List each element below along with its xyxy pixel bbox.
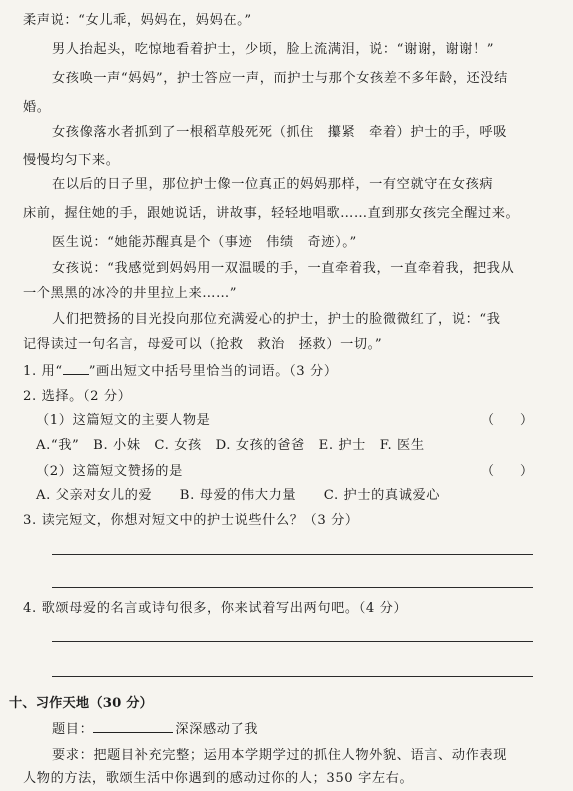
passage-line-8: 床前，握住她的手，跟她说话，讲故事，轻轻地唱歌……直到那女孩完全醒过来。 xyxy=(23,206,520,221)
passage-line-7: 在以后的日子里，那位护士像一位真正的妈妈那样，一有空就守在女孩病 xyxy=(52,177,494,192)
answer-line-4-2[interactable] xyxy=(52,676,533,677)
passage-line-4: 婚。 xyxy=(23,100,51,115)
topic-label: 题目： xyxy=(52,722,94,737)
passage-line-12: 人们把赞扬的目光投向那位充满爱心的护士，护士的脸微微红了，说：“我 xyxy=(52,312,501,327)
topic-blank[interactable] xyxy=(93,720,173,733)
answer-line-3-1[interactable] xyxy=(52,554,533,555)
question-4-title: 4. 歌颂母爱的名言或诗句很多，你来试着写出两句吧。（4 分） xyxy=(23,601,408,616)
section-10-title: 十、习作天地（30 分） xyxy=(9,696,154,711)
question-2-sub1: （1）这篇短文的主要人物是 xyxy=(36,413,211,428)
answer-paren-2-2[interactable]: （ ） xyxy=(480,464,533,479)
question-2-sub1-options: A.“我” B. 小妹 C. 女孩 D. 女孩的爸爸 E. 护士 F. 医生 xyxy=(36,438,425,453)
question-2-sub2-options: A. 父亲对女儿的爱 B. 母爱的伟大力量 C. 护士的真诚爱心 xyxy=(36,488,441,503)
passage-line-1: 柔声说：“女儿乖，妈妈在，妈妈在。” xyxy=(23,13,252,28)
question-2-sub2: （2）这篇短文赞扬的是 xyxy=(36,464,183,479)
question-2-title: 2. 选择。（2 分） xyxy=(23,389,132,404)
answer-line-4-1[interactable] xyxy=(52,641,533,642)
question-1-prefix: 1. 用“ xyxy=(23,364,63,379)
question-3-title: 3. 读完短文，你想对短文中的护士说些什么？（3 分） xyxy=(23,513,359,528)
essay-topic xyxy=(52,720,258,739)
question-1 xyxy=(23,362,338,381)
answer-line-3-2[interactable] xyxy=(52,587,533,588)
passage-line-13: 记得读过一句名言，母爱可以（抢救 救治 拯救）一切。” xyxy=(23,337,383,352)
passage-line-5: 女孩像落水者抓到了一根稻草般死死（抓住 攥紧 牵着）护士的手，呼吸 xyxy=(52,125,507,140)
topic-suffix: 深深感动了我 xyxy=(175,722,259,737)
question-1-suffix: ”画出短文中括号里恰当的词语。（3 分） xyxy=(88,364,338,379)
passage-line-11: 一个黑黑的冰冷的井里拉上来……” xyxy=(23,286,238,301)
essay-requirement-line-2: 人物的方法，歌颂生活中你遇到的感动过你的人；350 字左右。 xyxy=(23,771,414,786)
passage-line-9: 医生说：“她能苏醒真是个（事迹 伟绩 奇迹）。” xyxy=(52,235,357,250)
essay-requirement-line-1: 要求：把题目补充完整；运用本学期学过的抓住人物外貌、语言、动作表现 xyxy=(52,748,507,763)
passage-line-3: 女孩唤一声“妈妈”，护士答应一声，而护士与那个女孩差不多年龄，还没结 xyxy=(52,71,508,86)
underline-sample xyxy=(63,362,89,375)
passage-line-6: 慢慢均匀下来。 xyxy=(23,153,120,168)
passage-line-10: 女孩说：“我感觉到妈妈用一双温暖的手，一直牵着我，一直牵着我，把我从 xyxy=(52,261,515,276)
answer-paren-2-1[interactable]: （ ） xyxy=(480,413,533,428)
passage-line-2: 男人抬起头，吃惊地看着护士，少顷，脸上流满泪，说：“谢谢，谢谢！” xyxy=(52,42,495,57)
